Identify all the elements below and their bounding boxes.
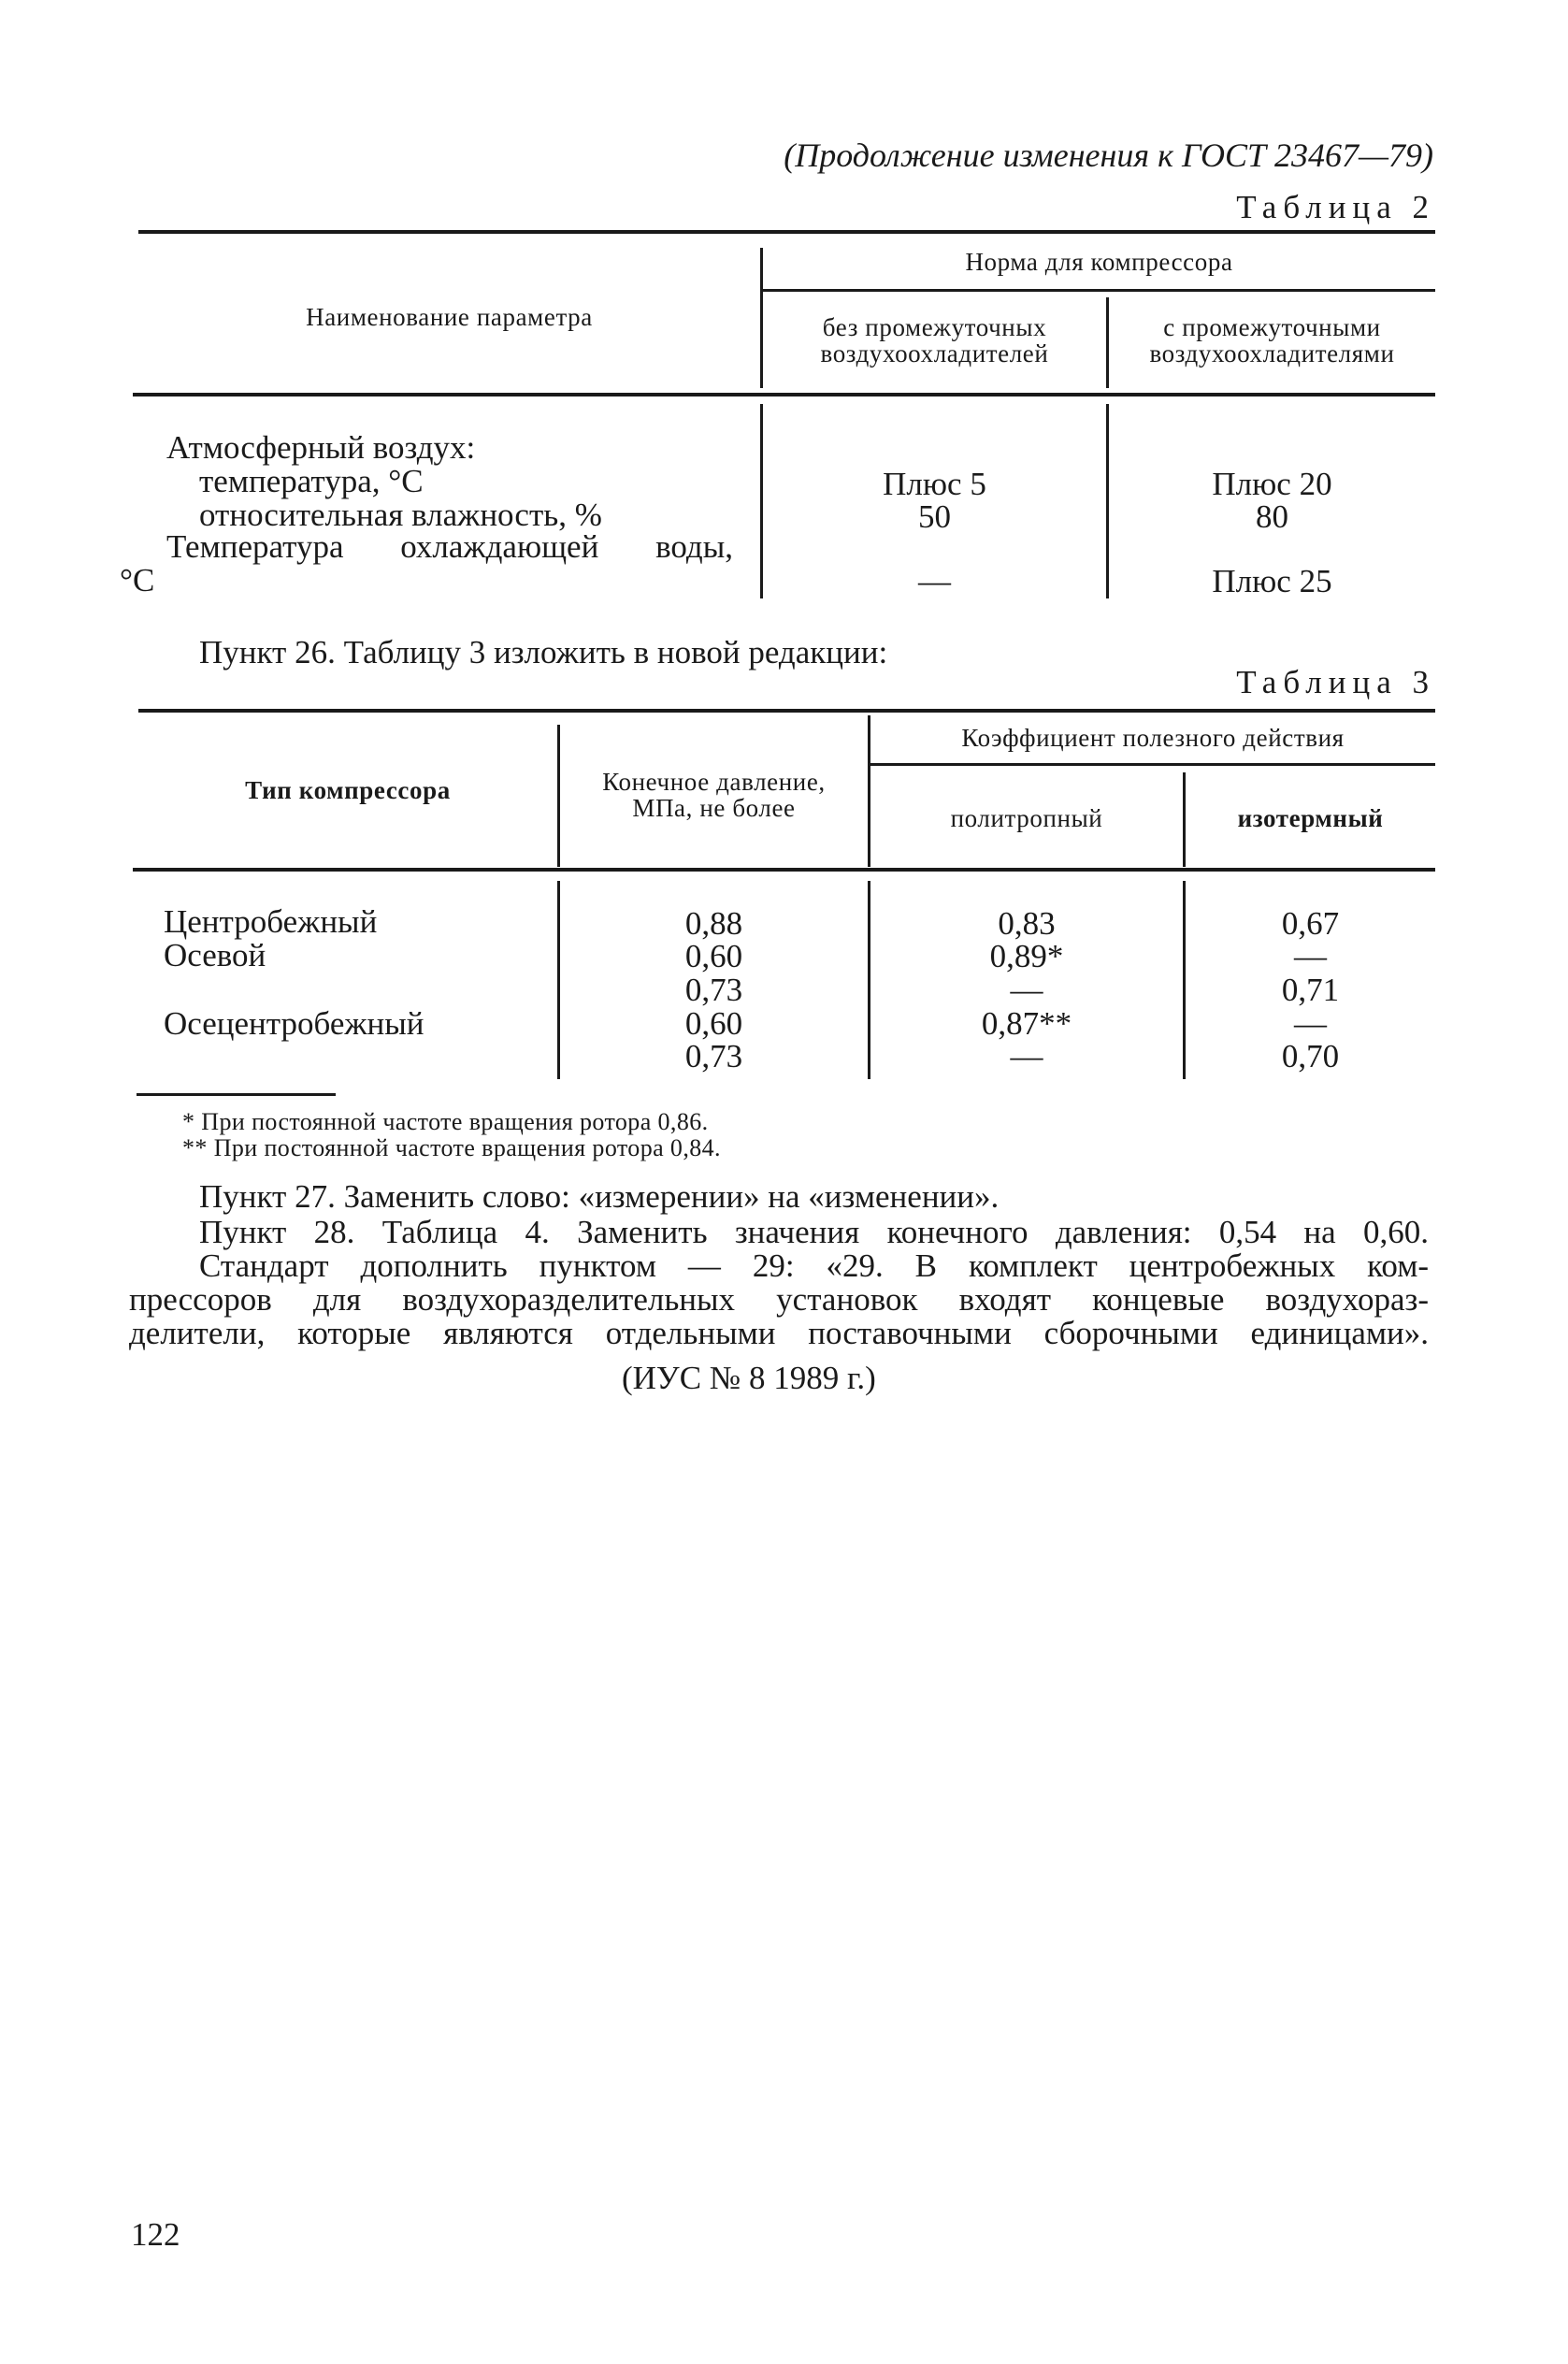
paragraph-29-line3: делители, которые являются отдельными поставочными сборочными единицами». — [129, 1315, 1429, 1351]
table2-row-water-unit: °С — [120, 562, 155, 598]
table3-col-isothermal: изотермный — [1237, 804, 1384, 832]
table2-without-water: — — [918, 563, 951, 599]
paragraph-28: Пункт 28. Таблица 4. Заменить значения конечного давления: 0,54 на 0,60. — [199, 1214, 1429, 1250]
paragraph-29-line1: Стандарт дополнить пунктом — 29: «29. В комплект центробежных ком- — [199, 1247, 1429, 1284]
table3-caption: Таблица 3 — [1236, 664, 1435, 700]
footnote-1: * При постоянной частоте вращения ротора 0,86. — [182, 1108, 709, 1135]
table3-isothermal-row-2: — — [1294, 938, 1327, 974]
paragraph-27: Пункт 27. Заменить слово: «измерении» на «изменении». — [199, 1178, 1000, 1215]
table3-top-rule — [138, 709, 1435, 713]
page-number: 122 — [131, 2216, 180, 2253]
table2-head-rule — [133, 393, 1435, 396]
table3-col-efficiency: Коэффициент полезного действия — [961, 724, 1345, 752]
table3-col-polytropic: политропный — [950, 804, 1103, 832]
table2-with-humidity: 80 — [1256, 498, 1288, 535]
table3-pressure-row-2: 0,60 — [684, 938, 743, 974]
paragraph-26: Пункт 26. Таблицу 3 изложить в новой редакции: — [199, 634, 888, 670]
table3-col-pressure-line2: МПа, не более — [632, 794, 796, 822]
source-reference: (ИУС № 8 1989 г.) — [622, 1360, 876, 1396]
table2-col-param: Наименование параметра — [306, 303, 593, 331]
table3-type-row-4: Осецентробежный — [164, 1005, 424, 1042]
table2-col-with-line2: воздухоохладителями — [1149, 339, 1395, 368]
table3-type-row-1: Центробежный — [164, 903, 378, 940]
table3-head-rule — [133, 868, 1435, 872]
table3-polytropic-row-1: 0,83 — [998, 905, 1056, 942]
table3-col-pressure — [560, 769, 868, 821]
table2-col-with — [1109, 314, 1435, 367]
table3-isothermal-row-5: 0,70 — [1281, 1038, 1340, 1074]
table3-isothermal-row-1: 0,67 — [1281, 905, 1340, 942]
table3-pressure-row-1: 0,88 — [684, 905, 743, 942]
table3-pressure-row-4: 0,60 — [684, 1005, 743, 1042]
table2-col-with-line1: с промежуточными — [1163, 313, 1381, 341]
table3-type-row-2: Осевой — [164, 937, 266, 973]
table2-top-rule — [138, 230, 1435, 234]
table2-col-without-line1: без промежуточных — [822, 313, 1047, 341]
table3-polytropic-row-2: 0,89* — [989, 938, 1064, 974]
table2-col-without — [763, 314, 1106, 367]
table3-pressure-row-5: 0,73 — [684, 1038, 743, 1074]
table2-with-water: Плюс 25 — [1212, 563, 1332, 599]
table3-subhead-rule — [868, 763, 1435, 766]
table2-without-temp: Плюс 5 — [883, 466, 986, 502]
table2-row-water: Температура охлаждающей воды, — [166, 528, 733, 565]
table2-subhead-rule — [760, 289, 1435, 292]
table3-isothermal-row-3: 0,71 — [1281, 972, 1340, 1008]
table2-row-temp: температура, °С — [199, 463, 424, 499]
table2-with-temp: Плюс 20 — [1212, 466, 1332, 502]
table2-row-air: Атмосферный воздух: — [166, 429, 476, 466]
table3-col-pressure-line1: Конечное давление, — [602, 768, 826, 796]
table3-polytropic-row-4: 0,87** — [981, 1005, 1072, 1042]
continuation-header: (Продолжение изменения к ГОСТ 23467—79) — [784, 137, 1433, 174]
table2-caption: Таблица 2 — [1236, 189, 1435, 225]
table3-col-type: Тип компрессора — [245, 776, 451, 804]
footnote-2: ** При постоянной частоте вращения ротора 0,84. — [182, 1134, 721, 1161]
paragraph-29-line2: прессоров для воздухоразделительных установок входят концевые воздухораз- — [129, 1281, 1429, 1318]
footnote-rule — [137, 1093, 336, 1096]
table3-isothermal-row-4: — — [1294, 1005, 1327, 1042]
table2-row-humidity: относительная влажность, % — [199, 497, 602, 533]
table3-pressure-row-3: 0,73 — [684, 972, 743, 1008]
table2-without-humidity: 50 — [918, 498, 951, 535]
table3-polytropic-row-3: — — [1010, 972, 1043, 1008]
table2-col-norm: Норма для компрессора — [965, 248, 1233, 276]
table3-polytropic-row-5: — — [1010, 1038, 1043, 1074]
table2-col-without-line2: воздухоохладителей — [820, 339, 1049, 368]
